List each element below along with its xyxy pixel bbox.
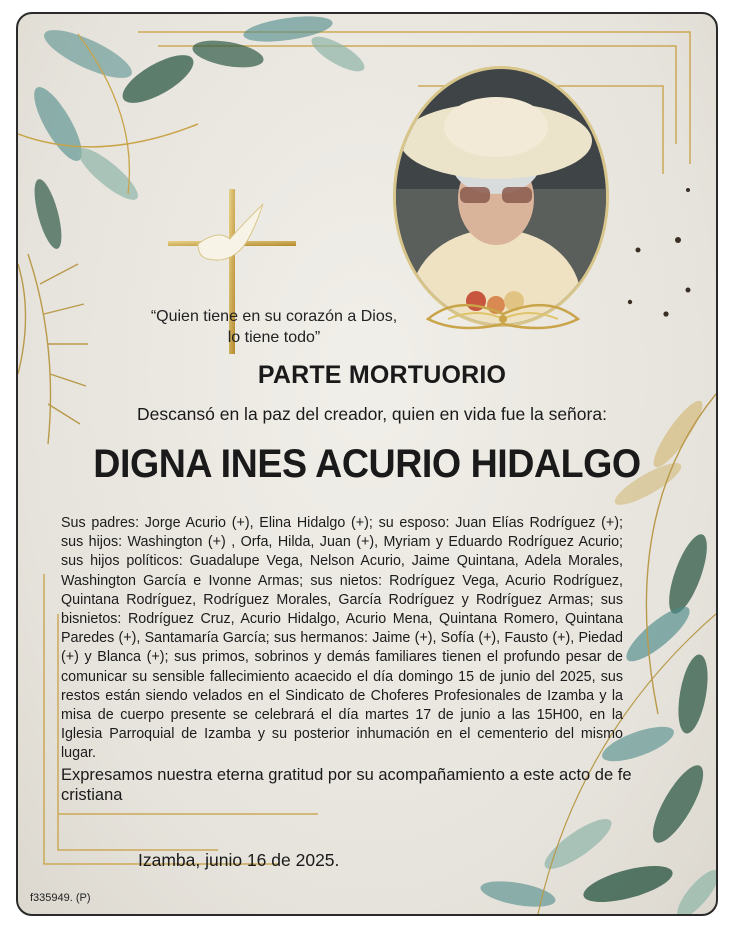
heading: PARTE MORTUORIO: [257, 361, 507, 389]
portrait-photo: [396, 69, 606, 324]
gold-ornament-icon: [418, 289, 588, 339]
portrait-frame: [396, 69, 606, 339]
gratitude-text: Expresamos nuestra eterna gratitud por su acompañamiento a este acto de fe cristiana: [61, 766, 632, 804]
family-announcement: Sus padres: Jorge Acurio (+), Elina Hidalgo (+); su esposo: Juan Elías Rodríguez (+); sus hijos: Washington (+) , Orfa, Hilda, Juan (+), Myriam y Eduardo Rodríguez Acurio; sus hijos políticos: Guadalupe Vega, Nelson Acurio, Jaime Quintana, Adela Morales, Washington García e Ivonne Armas; sus nietos: Rodríguez Vega, Acurio Rodríguez, Quintana Rodríguez, Rodríguez Morales, García Rodríguez y Rodríguez Armas; sus bisnietos: Rodríguez Cruz, Acurio Hidalgo, Acurio Mena, Quintana Romero, Quintana Paredes (+), Santamaría García; sus hermanos: Jaime (+), Sofía (+), Fausto (+), Piedad (+) y Blanca (+); sus primos, sobrinos y demás familiares tienen el profundo pesar de comunicar su sensible fallecimiento acaecido el día domingo 15 de junio del 2025, sus restos están siendo velados en el Sindicato de Choferes Profesionales de Izamba y la misa de cuerpo presente se celebrará el día martes 17 de junio a las 15H00, en la Iglesia Parroquial de Izamba y su posterior inhumación en el cementerio del mismo lugar.: [61, 515, 623, 762]
intro-text: Descansó en la paz del creador, quien en vida fue la señora:: [137, 404, 607, 424]
quote: [124, 306, 424, 348]
quote-line-2: lo tiene todo”: [227, 329, 321, 346]
quote-line-1: “Quien tiene en su corazón a Dios,: [150, 308, 398, 325]
place-date: Izamba, junio 16 de 2025.: [138, 850, 340, 870]
publication-code: f335949. (P): [30, 892, 91, 904]
deceased-name: DIGNA INES ACURIO HIDALGO: [93, 442, 641, 486]
obituary-card: [16, 12, 718, 916]
